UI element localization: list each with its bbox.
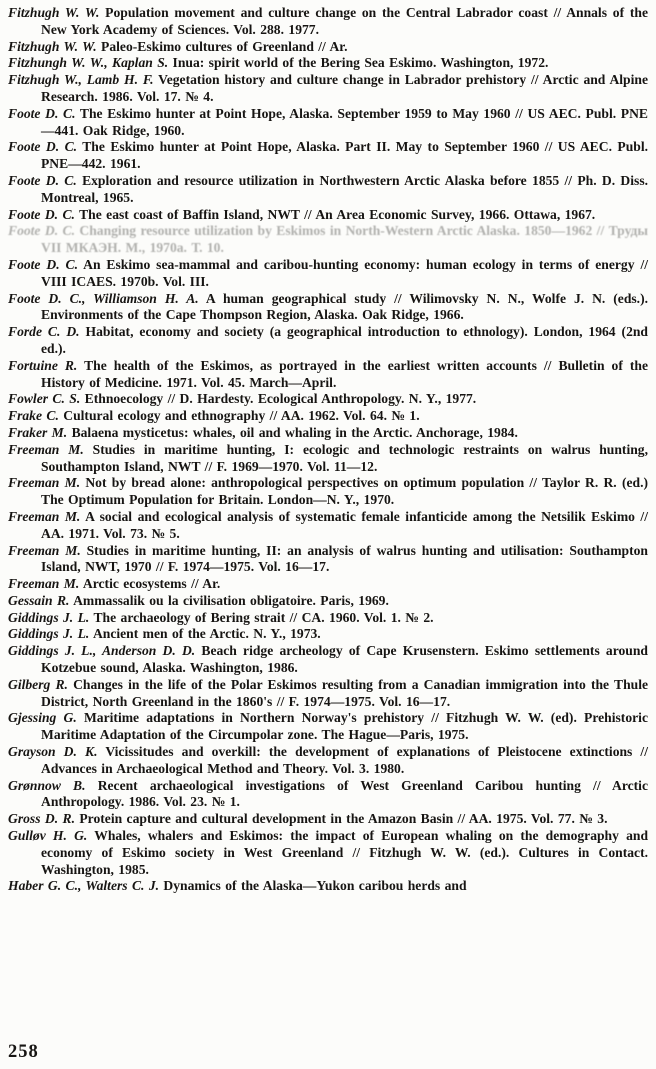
bibliography-entry	[8, 643, 648, 677]
bibliography-entry	[8, 173, 648, 207]
bibliography-entry	[8, 223, 648, 257]
entry-text: An Eskimo sea-mammal and caribou-hunting economy: human ecology in terms of energy // VIII ICAES. 1970b. Vol. III.	[41, 256, 648, 289]
bibliography-entry	[8, 509, 648, 543]
entry-author: Haber G. C., Walters C. J.	[8, 878, 160, 894]
bibliography-entry	[8, 626, 648, 643]
bibliography-entry	[8, 207, 648, 224]
bibliography-list	[8, 5, 648, 895]
entry-author: Giddings J. L.	[8, 626, 90, 642]
entry-text: Paleo-Eskimo cultures of Greenland // Ar.	[96, 38, 348, 54]
entry-author: Grayson D. K.	[8, 744, 98, 760]
entry-text: Studies in maritime hunting, II: an analysis of walrus hunting and utilisation: Southampton Island, NWT, 1970 // F. 1974—1975. Vol. 16—17.	[41, 542, 648, 575]
entry-author: Fortuine R.	[8, 357, 78, 373]
entry-author: Giddings J. L., Anderson D. D.	[8, 643, 196, 659]
bibliography-entry	[8, 408, 648, 425]
entry-author: Gessain R.	[8, 592, 70, 608]
entry-text: Maritime adaptations in Northern Norway's prehistory // Fitzhugh W. W. (ed). Prehistoric Maritime Adaptation of the Circumpolar zone. The Hague—Paris, 1975.	[41, 710, 648, 743]
bibliography-entry	[8, 677, 648, 711]
entry-text: The Eskimo hunter at Point Hope, Alaska. Part II. May to September 1960 // US AEC. Publ. PNE—442. 1961.	[41, 139, 649, 172]
entry-text: The archaeology of Bering strait // CA. 1960. Vol. 1. № 2.	[89, 609, 434, 625]
entry-text: Vicissitudes and overkill: the development of explanations of Pleistocene extinctions // Advances in Archaeological Method and Theory. Vol. 3. 1980.	[41, 744, 648, 776]
entry-author: Grønnow B.	[8, 777, 86, 793]
entry-author: Freeman M.	[8, 542, 81, 558]
entry-author: Foote D. C.	[8, 105, 76, 121]
entry-author: Freeman M.	[8, 441, 84, 457]
entry-author: Giddings J. L.	[8, 609, 90, 625]
bibliography-entry	[8, 358, 648, 392]
entry-text: Exploration and resource utilization in Northwestern Arctic Alaska before 1855 // Ph. D. Diss. Montreal, 1965.	[41, 172, 649, 205]
entry-text: Changing resource utilization by Eskimos in North-Western Arctic Alaska. 1850—1962 // Труды VII МКАЭН. М., 1970a. Т. 10.	[41, 223, 648, 256]
entry-text: The east coast of Baffin Island, NWT // An Area Economic Survey, 1966. Ottawa, 1967.	[74, 206, 596, 222]
entry-text: Protein capture and cultural development in the Amazon Basin // AA. 1975. Vol. 77. № 3.	[74, 811, 608, 827]
entry-author: Frake C.	[8, 408, 59, 424]
bibliography-entry	[8, 543, 648, 577]
entry-author: Gulløv H. G.	[8, 828, 88, 844]
bibliography-entry	[8, 610, 648, 627]
bibliography-entry	[8, 291, 648, 325]
entry-text: Studies in maritime hunting, I: ecologic and technologic restraints on walrus hunting, Southampton Island, NWT // F. 1969—1970. Vol. 11—12.	[41, 441, 648, 474]
bibliography-entry	[8, 593, 648, 610]
entry-text: Habitat, economy and society (a geographical introduction to ethnology). London, 1964 (2nd ed.).	[41, 324, 648, 356]
bibliography-entry	[8, 391, 648, 408]
bibliography-entry	[8, 778, 648, 812]
bibliography-entry	[8, 324, 648, 358]
bibliography-entry	[8, 576, 648, 593]
bibliography-entry	[8, 72, 648, 106]
entry-author: Gilberg R.	[8, 676, 68, 692]
bibliography-entry	[8, 710, 648, 744]
entry-text: Ancient men of the Arctic. N. Y., 1973.	[89, 626, 321, 642]
entry-author: Fowler C. S.	[8, 391, 81, 407]
entry-author: Gross D. R.	[8, 811, 75, 827]
bibliography-entry	[8, 442, 648, 476]
bibliography-entry	[8, 744, 648, 778]
bibliography-entry	[8, 811, 648, 828]
entry-text: Whales, whalers and Eskimos: the impact of European whaling on the demography and economy of Eskimo society in West Greenland // Fitzhugh W. W. (ed.). Cultures in Contact. Washington, 1985.	[41, 828, 649, 877]
entry-author: Freeman M.	[8, 576, 80, 592]
entry-text: Population movement and culture change on the Central Labrador coast // Annals of the New York Academy of Sciences. Vol. 288. 1977.	[41, 5, 648, 37]
entry-text: Vegetation history and culture change in Labrador prehistory // Arctic and Alpine Research. 1986. Vol. 17. № 4.	[41, 72, 648, 104]
bibliography-entry	[8, 5, 648, 39]
entry-author: Foote D. C.	[8, 206, 75, 222]
entry-text: A social and ecological analysis of systematic female infanticide among the Netsilik Eskimo // AA. 1971. Vol. 73. № 5.	[41, 508, 648, 541]
entry-text: Dynamics of the Alaska—Yukon caribou herds and	[159, 878, 467, 894]
entry-author: Fitzhugh W. W.	[8, 38, 97, 54]
entry-author: Freeman M.	[8, 475, 81, 491]
entry-author: Foote D. C.	[8, 139, 78, 155]
entry-text: Arctic ecosystems // Ar.	[79, 576, 221, 592]
entry-text: Not by bread alone: anthropological perspectives on optimum population // Taylor R. R. (ed.) The Optimum Population for Britain. London—N. Y., 1970.	[41, 475, 648, 508]
entry-text: Recent archaeological investigations of West Greenland Caribou hunting // Arctic Anthropology. 1986. Vol. 23. № 1.	[41, 777, 648, 810]
page-number: 258	[8, 1042, 39, 1063]
entry-author: Fitzhugh W., Lamb H. F.	[8, 72, 154, 88]
bibliography-entry	[8, 475, 648, 509]
bibliography-entry	[8, 39, 648, 56]
entry-author: Fraker M.	[8, 424, 68, 440]
entry-text: Changes in the life of the Polar Eskimos resulting from a Canadian immigration into the Thule District, North Greenland in the 1860's // F. 1974—1975. Vol. 16—17.	[41, 676, 648, 709]
entry-text: The health of the Eskimos, as portrayed in the earliest written accounts // Bulletin of the History of Medicine. 1971. Vol. 45. March—April.	[41, 357, 648, 390]
bibliography-entry	[8, 139, 648, 173]
entry-author: Foote D. C.	[8, 172, 77, 188]
entry-author: Foote D. C.	[8, 223, 75, 239]
bibliography-entry	[8, 425, 648, 442]
entry-author: Gjessing G.	[8, 710, 77, 726]
entry-text: Beach ridge archeology of Cape Krusenstern. Eskimo settlements around Kotzebue sound, Alaska. Washington, 1986.	[41, 643, 648, 676]
bibliography-entry	[8, 828, 648, 878]
entry-text: Ethnoecology // D. Hardesty. Ecological Anthropology. N. Y., 1977.	[80, 391, 477, 407]
entry-text: The Eskimo hunter at Point Hope, Alaska. September 1959 to May 1960 // US AEC. Publ. PNE—441. Oak Ridge, 1960.	[41, 105, 648, 138]
entry-author: Fitzhugh W. W.	[8, 5, 100, 20]
entry-author: Forde C. D.	[8, 324, 80, 340]
entry-text: Balaena mysticetus: whales, oil and whaling in the Arctic. Anchorage, 1984.	[67, 424, 518, 440]
bibliography-entry	[8, 257, 648, 291]
bibliography-entry	[8, 55, 648, 72]
entry-author: Freeman M.	[8, 508, 81, 524]
entry-text: Cultural ecology and ethnography // AA. 1962. Vol. 64. № 1.	[58, 408, 420, 424]
entry-author: Foote D. C., Williamson H. A.	[8, 290, 199, 306]
bibliography-entry	[8, 106, 648, 140]
entry-text: Ammassalik ou la civilisation obligatoire. Paris, 1969.	[69, 592, 389, 608]
entry-author: Foote D. C.	[8, 256, 78, 272]
entry-author: Fitzhungh W. W., Kaplan S.	[8, 55, 169, 71]
bibliography-entry	[8, 878, 648, 895]
entry-text: A human geographical study // Wilimovsky N. N., Wolfe J. N. (eds.). Environments of the Cape Thompson Region, Alaska. Oak Ridge, 1966.	[41, 290, 649, 323]
entry-text: Inua: spirit world of the Bering Sea Eskimo. Washington, 1972.	[168, 55, 549, 71]
